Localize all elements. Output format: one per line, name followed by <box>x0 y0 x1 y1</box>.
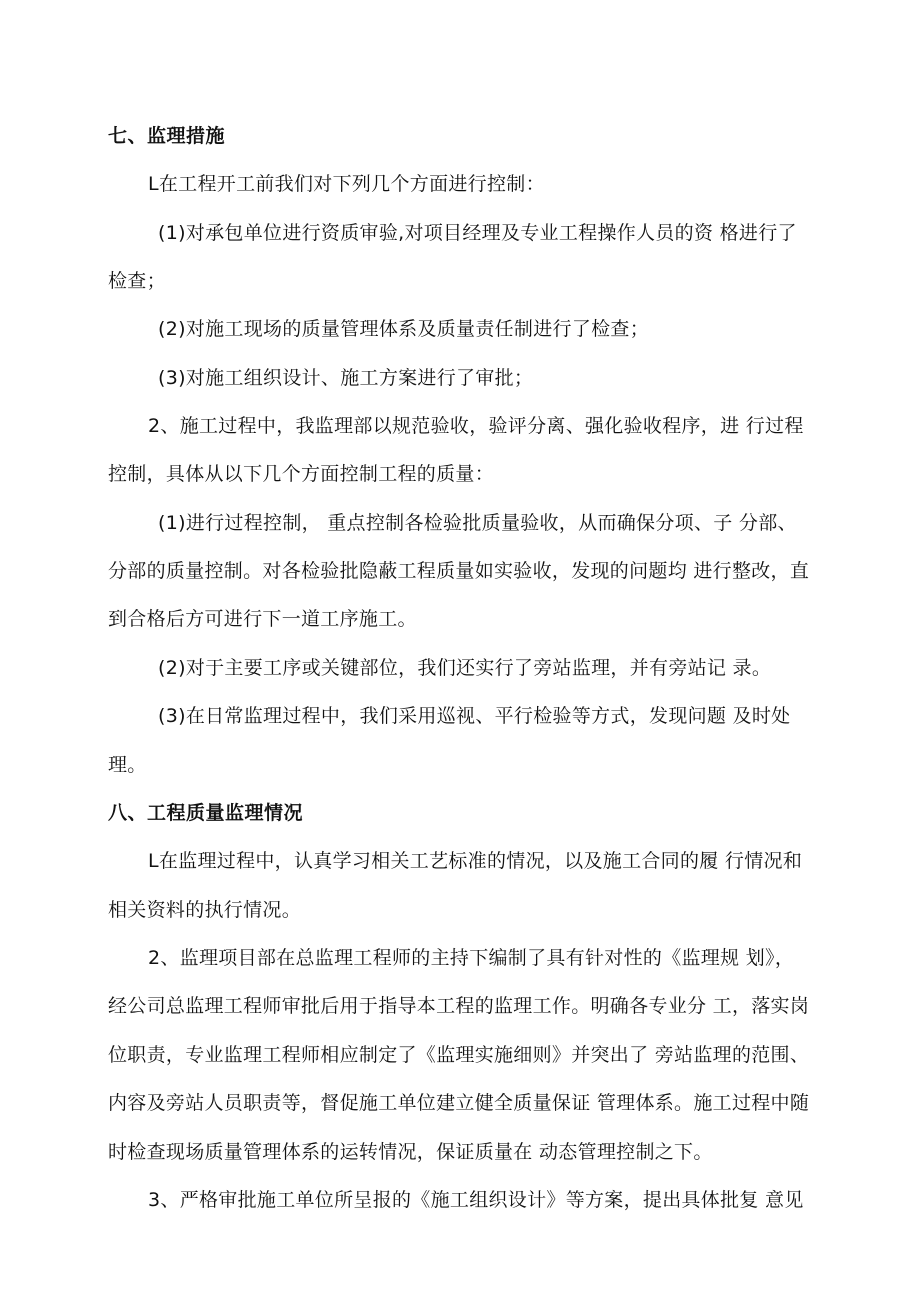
paragraph-line: (2)对施工现场的质量管理体系及质量责任制进行了检查； <box>158 318 650 340</box>
paragraph-line: 控制，具体从以下几个方面控制工程的质量： <box>108 463 495 485</box>
paragraph-line: 分部的质量控制。对各检验批隐蔽工程质量如实验收，发现的问题均 进行整改，直 <box>108 560 810 582</box>
section-heading-7: 七、监理措施 <box>108 125 226 147</box>
paragraph-line: L在监理过程中，认真学习相关工艺标准的情况，以及施工合同的履 行情况和 <box>148 850 803 872</box>
paragraph-line: 2、监理项目部在总监理工程师的主持下编制了具有针对性的《监理规 划》， <box>148 947 795 969</box>
paragraph-line: 到合格后方可进行下一道工序施工。 <box>108 608 417 630</box>
paragraph-line: 检查； <box>108 270 166 292</box>
paragraph-line: (3)对施工组织设计、施工方案进行了审批； <box>158 367 534 389</box>
paragraph-line: 2、施工过程中，我监理部以规范验收，验评分离、强化验收程序，进 行过程 <box>148 415 804 437</box>
paragraph-line: 时检查现场质量管理体系的运转情况，保证质量在 动态管理控制之下。 <box>108 1141 713 1163</box>
paragraph-line: 位职责，专业监理工程师相应制定了《监理实施细则》并突出了 旁站监理的范围、 <box>108 1044 810 1066</box>
paragraph-line: (2)对于主要工序或关键部位，我们还实行了旁站监理，并有旁站记 录。 <box>158 657 772 679</box>
paragraph-line: (3)在日常监理过程中，我们采用巡视、平行检验等方式，发现问题 及时处 <box>158 705 791 727</box>
paragraph-line: 3、严格审批施工单位所呈报的《施工组织设计》等方案，提出具体批复 意见 <box>148 1189 804 1211</box>
paragraph-line: (1)进行过程控制， 重点控制各检验批质量验收，从而确保分项、子 分部、 <box>158 512 797 534</box>
paragraph-line: 经公司总监理工程师审批后用于指导本工程的监理工作。明确各专业分 工，落实岗 <box>108 995 810 1017</box>
paragraph-line: 内容及旁站人员职责等，督促施工单位建立健全质量保证 管理体系。施工过程中随 <box>108 1092 810 1114</box>
paragraph-line: 相关资料的执行情况。 <box>108 899 302 921</box>
paragraph-line: (1)对承包单位进行资质审验,对项目经理及专业工程操作人员的资 格进行了 <box>158 222 797 244</box>
section-heading-8: 八、工程质量监理情况 <box>108 802 304 824</box>
paragraph-line: 理。 <box>108 754 147 776</box>
paragraph-line: L在工程开工前我们对下列几个方面进行控制： <box>148 173 545 195</box>
